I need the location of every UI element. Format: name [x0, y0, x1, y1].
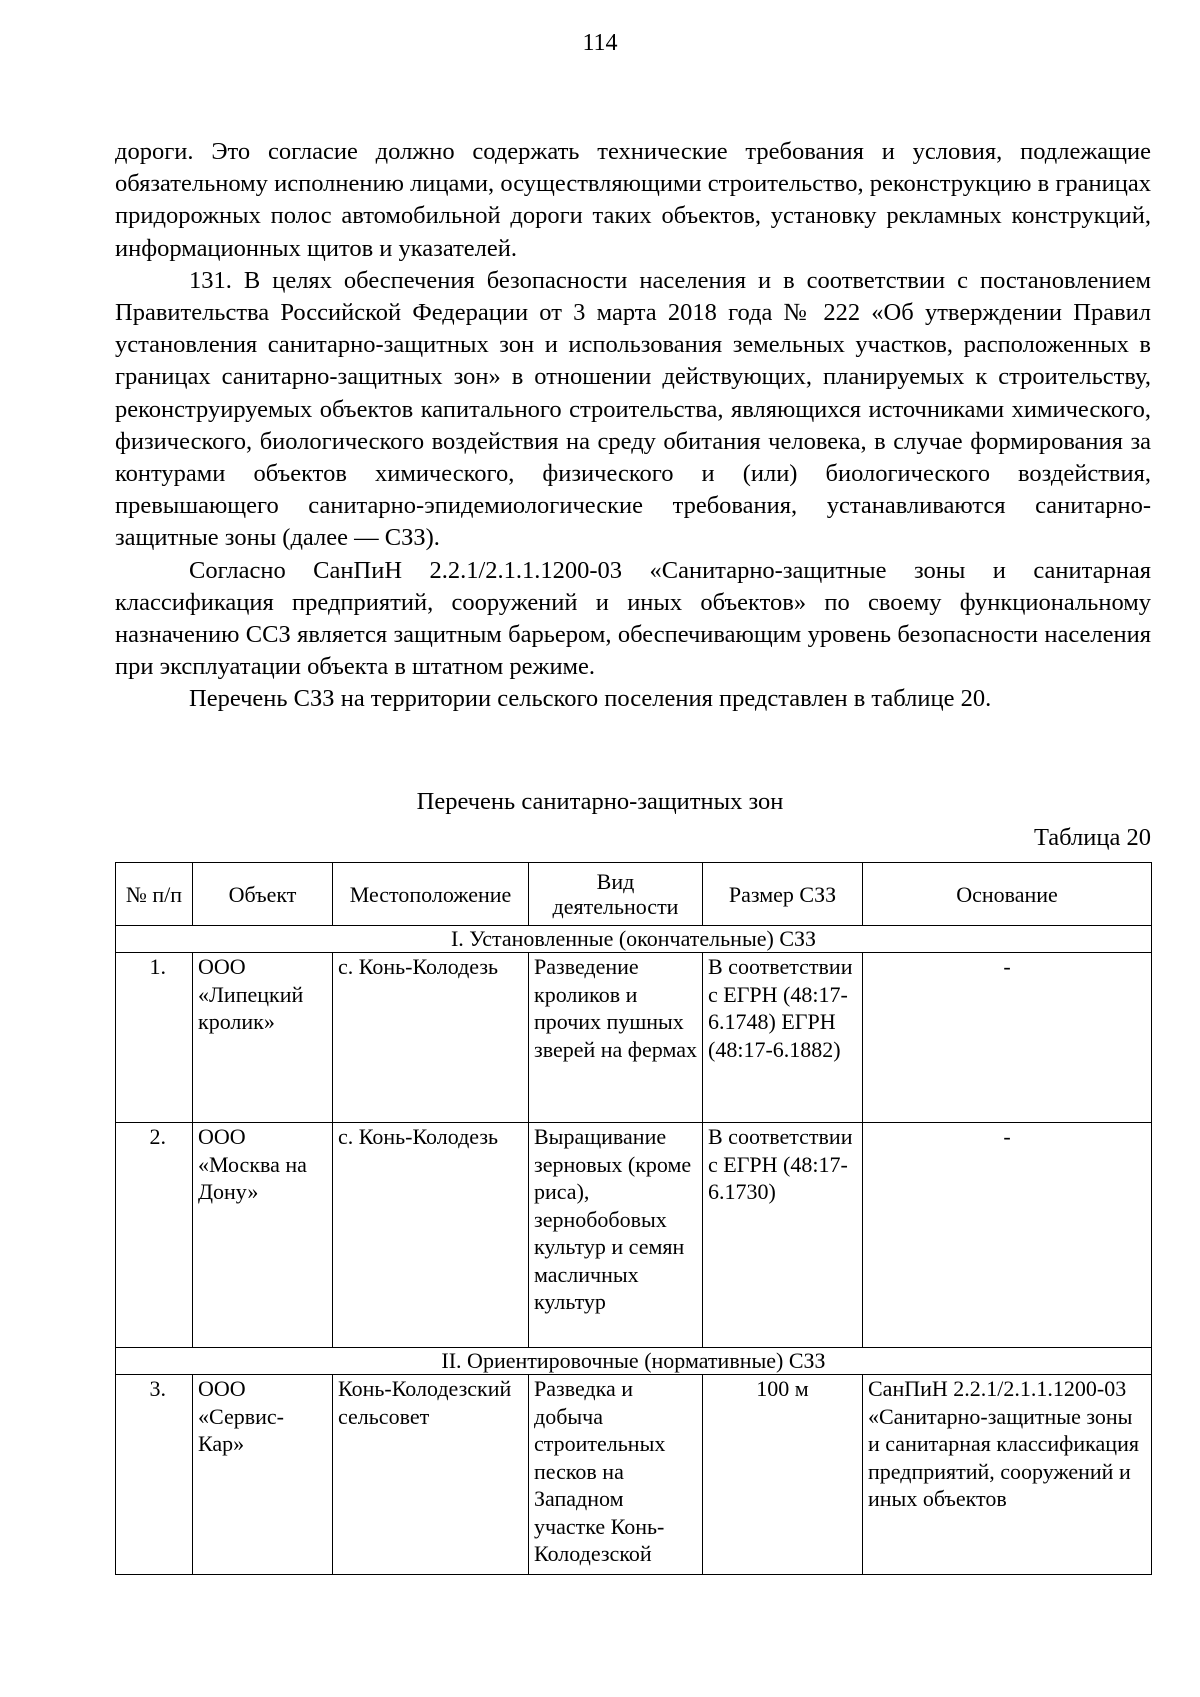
cell-activity: Выращивание зерновых (кроме риса), зернобобовых культур и семян масличных культур	[529, 1123, 703, 1348]
header-cell-number: № п/п	[116, 863, 193, 926]
table-label: Таблица 20	[1033, 824, 1151, 851]
cell-object: ООО «Сервис-Кар»	[193, 1375, 333, 1575]
cell-size: В соответствии с ЕГРН (48:17-6.1748) ЕГРН (48:17-6.1882)	[703, 953, 863, 1123]
header-cell-activity: Вид деятельности	[529, 863, 703, 926]
header-cell-basis: Основание	[863, 863, 1152, 926]
cell-basis: -	[863, 1123, 1152, 1348]
cell-size: В соответствии с ЕГРН (48:17-6.1730)	[703, 1123, 863, 1348]
cell-size: 100 м	[703, 1375, 863, 1575]
header-cell-size: Размер СЗЗ	[703, 863, 863, 926]
cell-location: с. Конь-Колодезь	[333, 953, 529, 1123]
body-text	[115, 136, 1151, 716]
header-cell-object: Объект	[193, 863, 333, 926]
cell-number: 1.	[116, 953, 193, 1123]
section-title: I. Установленные (окончательные) СЗЗ	[116, 926, 1152, 953]
table-title: Перечень санитарно-защитных зон	[416, 788, 784, 815]
cell-object: ООО «Липецкий кролик»	[193, 953, 333, 1123]
cell-number: 3.	[116, 1375, 193, 1575]
cell-object: ООО «Москва на Дону»	[193, 1123, 333, 1348]
paragraph: Перечень СЗЗ на территории сельского поселения представлен в таблице 20.	[189, 685, 992, 713]
cell-activity: Разведка и добыча строительных песков на Западном участке Конь-Колодезской	[529, 1375, 703, 1575]
szz-table	[115, 862, 1152, 1575]
paragraph: 131. В целях обеспечения безопасности населения и в соответствии с постановлением Правительства Российской Федерации от 3 марта 2018 года № 222 «Об утверждении Правил установления санитарно-защитных зон и использования земельных участков, расположенных в границах санитарно-защитных зон» в отношении действующих, планируемых к строительству, реконструируемых объектов капитального строительства, являющихся источниками химического, физического, биологического воздействия на среду обитания человека, в случае формирования за контурами объектов химического, физического и (или) биологического воздействия, превышающего санитарно-эпидемиологические требования, устанавливаются санитарно-защитные зоны (далее — СЗЗ).	[115, 266, 1151, 552]
header-cell-location: Местоположение	[333, 863, 529, 926]
section-title: II. Ориентировочные (нормативные) СЗЗ	[116, 1348, 1152, 1375]
cell-location: с. Конь-Колодезь	[333, 1123, 529, 1348]
paragraph: дороги. Это согласие должно содержать технические требования и условия, подлежащие обязательному исполнению лицами, осуществляющими строительство, реконструкцию в границах придорожных полос автомобильной дороги таких объектов, установку рекламных конструкций, информационных щитов и указателей.	[115, 138, 1151, 262]
paragraph: Согласно СанПиН 2.2.1/2.1.1.1200-03 «Санитарно-защитные зоны и санитарная классификация предприятий, сооружений и иных объектов» по своему функциональному назначению ССЗ является защитным барьером, обеспечивающим уровень безопасности населения при эксплуатации объекта в штатном режиме.	[115, 556, 1151, 681]
cell-location: Конь-Колодезский сельсовет	[333, 1375, 529, 1575]
cell-basis: -	[863, 953, 1152, 1123]
table-row	[116, 953, 1152, 1123]
cell-activity: Разведение кроликов и прочих пушных зверей на фермах	[529, 953, 703, 1123]
section-row	[116, 1348, 1152, 1375]
table-header-row	[116, 863, 1152, 926]
cell-basis: СанПиН 2.2.1/2.1.1.1200-03 «Санитарно-защитные зоны и санитарная классификация предприятий, сооружений и иных объектов	[863, 1375, 1152, 1575]
page-number: 114	[582, 30, 618, 56]
cell-number: 2.	[116, 1123, 193, 1348]
section-row	[116, 926, 1152, 953]
table-row	[116, 1123, 1152, 1348]
table-row	[116, 1375, 1152, 1575]
